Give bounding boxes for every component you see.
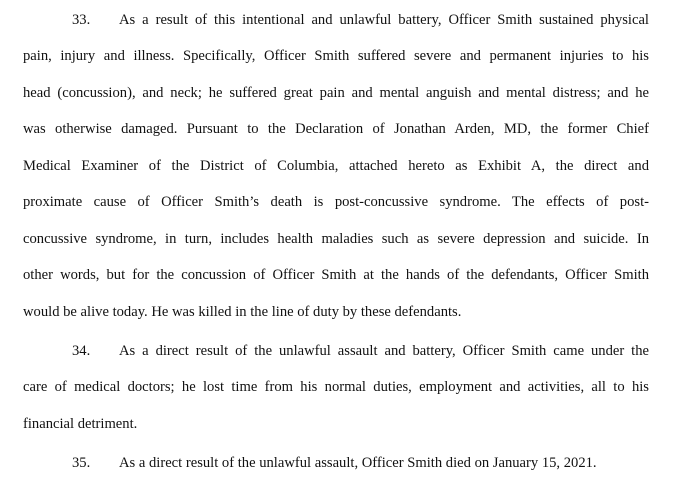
paragraph-line: Medical Examiner of the District of Columbia, attached hereto as Exhibit A, the direct and [23,158,649,174]
paragraph-line: As a direct result of the unlawful assault and battery, Officer Smith came under the [119,343,649,359]
paragraph-line: As a direct result of the unlawful assault, Officer Smith died on January 15, 2021. [119,455,597,471]
paragraph-line: concussive syndrome, in turn, includes health maladies such as severe depression and suicide. In [23,231,649,247]
paragraph-line: was otherwise damaged. Pursuant to the Declaration of Jonathan Arden, MD, the former Chief [23,121,649,137]
paragraph-number: 35. [72,455,91,471]
paragraph-line: financial detriment. [23,416,138,432]
paragraph-line: other words, but for the concussion of Officer Smith at the hands of the defendants, Officer Smith [23,267,649,283]
paragraph-number: 34. [72,343,91,359]
paragraph-line: would be alive today. He was killed in the line of duty by these defendants. [23,304,462,320]
paragraph-line: pain, injury and illness. Specifically, Officer Smith suffered severe and permanent injuries to his [23,48,649,64]
paragraph-line: care of medical doctors; he lost time from his normal duties, employment and activities, all to his [23,379,649,395]
paragraph-line: As a result of this intentional and unlawful battery, Officer Smith sustained physical [119,12,649,28]
paragraph-number: 33. [72,12,91,28]
paragraph-line: proximate cause of Officer Smith’s death is post-concussive syndrome. The effects of post- [23,194,649,210]
paragraph-line: head (concussion), and neck; he suffered great pain and mental anguish and mental distress; and he [23,85,649,101]
